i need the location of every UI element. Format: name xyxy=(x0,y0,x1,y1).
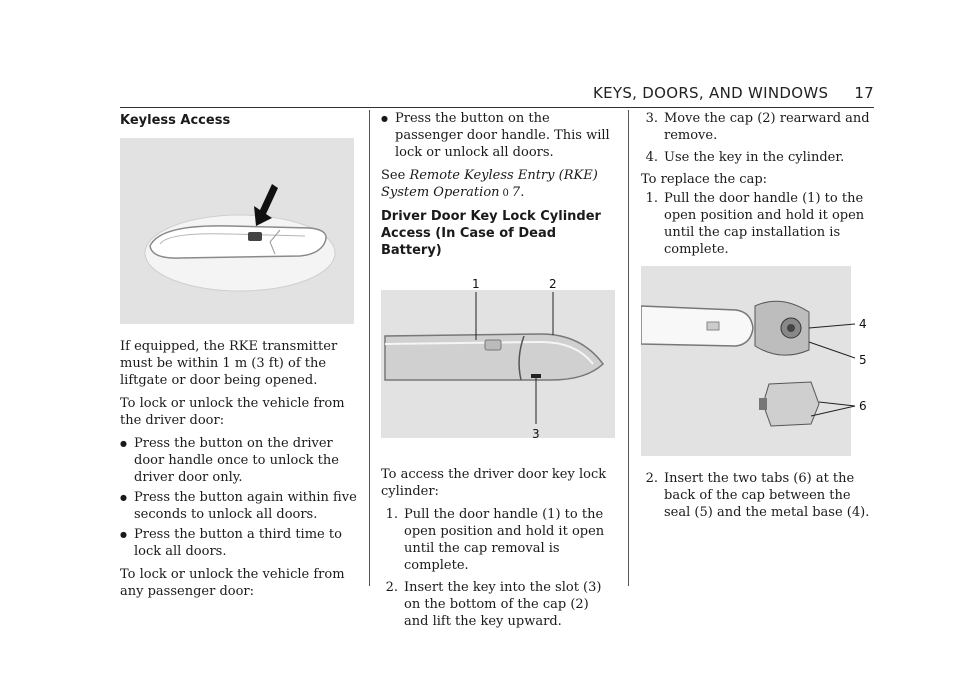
list-item: ● Press the button again within five seconds to unlock all doors. xyxy=(120,489,358,523)
door-handle-button-figure xyxy=(120,138,354,324)
column-2 xyxy=(381,110,617,635)
keyless-access-heading: Keyless Access xyxy=(120,113,231,128)
handle-cap-figure xyxy=(381,268,615,452)
callout-3: 3 xyxy=(532,427,540,441)
callout-4: 4 xyxy=(859,317,867,331)
cap-seal-figure xyxy=(641,266,875,456)
list-item: ● Press the button on the driver door handle once to unlock the driver door only. xyxy=(120,435,358,486)
callout-2: 2 xyxy=(549,277,557,291)
column-3 xyxy=(641,110,879,526)
replace-cap-intro: To replace the cap: xyxy=(641,172,768,187)
list-item: 4. Use the key in the cylinder. xyxy=(645,150,845,165)
running-header xyxy=(593,84,874,102)
cross-reference: See Remote Keyless Entry (RKE) System Operation 0 7. xyxy=(381,168,598,200)
list-item: 1. Pull the door handle (1) to the open position and hold it open until the cap removal is complete. xyxy=(385,507,605,573)
rke-range-text: If equipped, the RKE transmitter must be within 1 m (3 ft) of the liftgate or door being opened. xyxy=(120,339,338,388)
page-ref-arrow-icon: 0 xyxy=(502,188,509,199)
driver-door-intro: To lock or unlock the vehicle from the driver door: xyxy=(120,396,345,428)
list-item: 3. Move the cap (2) rearward and remove. xyxy=(645,111,870,143)
callout-6: 6 xyxy=(859,399,867,413)
list-item: ● Press the button on the passenger door handle. This will lock or unlock all doors. xyxy=(381,110,617,161)
callout-1: 1 xyxy=(472,277,480,291)
header-rule xyxy=(120,107,874,108)
column-divider xyxy=(628,110,629,586)
reference-page[interactable]: 7 xyxy=(511,185,521,200)
cylinder-intro: To access the driver door key lock cylinder: xyxy=(381,467,607,499)
passenger-door-intro: To lock or unlock the vehicle from any passenger door: xyxy=(120,567,345,599)
list-item: 2. Insert the two tabs (6) at the back of the cap between the seal (5) and the metal base (4). xyxy=(645,471,870,520)
column-1 xyxy=(120,110,358,606)
see-label: See xyxy=(381,168,406,183)
list-item: 1. Pull the door handle (1) to the open position and hold it open until the cap installation is complete. xyxy=(645,191,865,257)
section-title: KEYS, DOORS, AND WINDOWS xyxy=(592,84,829,102)
page-number: 17 xyxy=(854,84,874,102)
rke-reference-link[interactable]: Remote Keyless Entry (RKE) System Operation xyxy=(381,168,598,200)
column-divider xyxy=(369,110,370,586)
list-item: 2. Insert the key into the slot (3) on the bottom of the cap (2) and lift the key upward. xyxy=(385,580,602,629)
key-lock-cylinder-heading: Driver Door Key Lock Cylinder Access (In Case of Dead Battery) xyxy=(381,209,601,258)
callout-5: 5 xyxy=(859,353,867,367)
list-item: ● Press the button a third time to lock all doors. xyxy=(120,526,358,560)
